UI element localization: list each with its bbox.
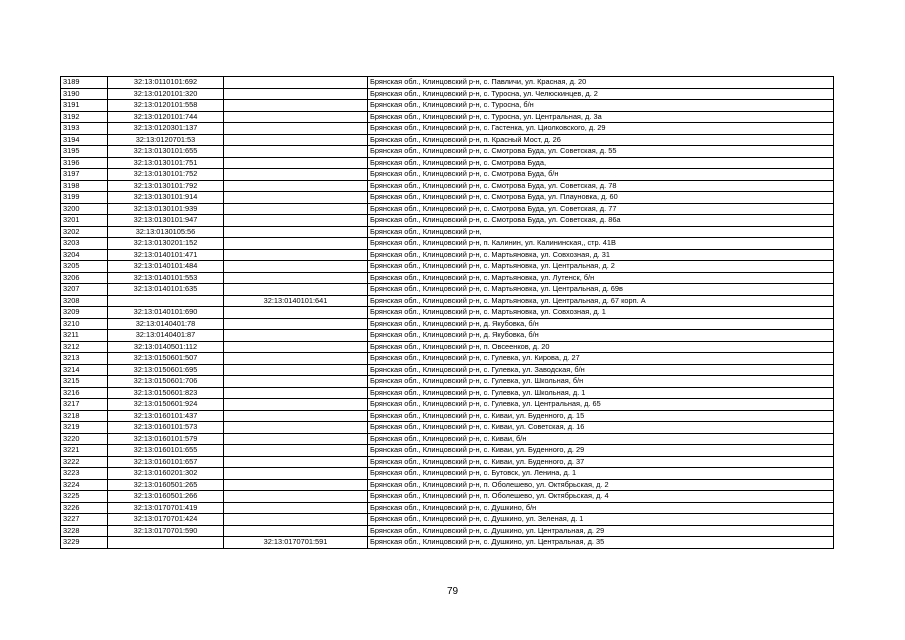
- row-number-cell: 3210: [61, 318, 108, 330]
- table-row: [61, 157, 834, 169]
- cadastral-number-cell: 32:13:0160101:437: [108, 410, 224, 422]
- row-number-cell: 3224: [61, 479, 108, 491]
- cadastral-number-alt-cell: [224, 341, 368, 353]
- cadastral-number-cell: 32:13:0160101:573: [108, 422, 224, 434]
- cadastral-number-alt-cell: [224, 157, 368, 169]
- address-cell: Брянская обл., Клинцовский р-н, с. Гулевка, ул. Школьная, б/н: [368, 376, 834, 388]
- row-number-cell: 3225: [61, 491, 108, 503]
- cadastral-number-cell: 32:13:0130101:752: [108, 169, 224, 181]
- cadastral-number-alt-cell: [224, 330, 368, 342]
- address-cell: Брянская обл., Клинцовский р-н, с. Мартьяновка, ул. Совхозная, д. 1: [368, 307, 834, 319]
- cadastral-number-alt-cell: [224, 353, 368, 365]
- address-cell: Брянская обл., Клинцовский р-н, с. Смотрова Буда, ул. Советская, д. 86а: [368, 215, 834, 227]
- cadastral-number-cell: 32:13:0140101:635: [108, 284, 224, 296]
- row-number-cell: 3200: [61, 203, 108, 215]
- table-row: [61, 364, 834, 376]
- table-row: [61, 169, 834, 181]
- cadastral-number-alt-cell: [224, 203, 368, 215]
- address-cell: Брянская обл., Клинцовский р-н, д. Якубовка, б/н: [368, 318, 834, 330]
- table-row: [61, 387, 834, 399]
- row-number-cell: 3207: [61, 284, 108, 296]
- cadastral-number-alt-cell: 32:13:0170701:591: [224, 537, 368, 549]
- cadastral-number-cell: 32:13:0160101:657: [108, 456, 224, 468]
- cadastral-number-alt-cell: 32:13:0140101:641: [224, 295, 368, 307]
- table-row: [61, 433, 834, 445]
- table-row: [61, 491, 834, 503]
- address-cell: Брянская обл., Клинцовский р-н, с. Смотрова Буда, ул. Плауновка, д. 60: [368, 192, 834, 204]
- table-row: [61, 479, 834, 491]
- cadastral-number-alt-cell: [224, 123, 368, 135]
- cadastral-number-cell: 32:13:0120301:137: [108, 123, 224, 135]
- cadastral-number-cell: 32:13:0140101:690: [108, 307, 224, 319]
- cadastral-number-alt-cell: [224, 134, 368, 146]
- cadastral-number-cell: 32:13:0160501:265: [108, 479, 224, 491]
- cadastral-number-alt-cell: [224, 399, 368, 411]
- row-number-cell: 3223: [61, 468, 108, 480]
- address-cell: Брянская обл., Клинцовский р-н, с. Туросна, ул. Центральная, д. 3а: [368, 111, 834, 123]
- address-cell: Брянская обл., Клинцовский р-н, с. Мартьяновка, ул. Центральная, д. 67 корп. А: [368, 295, 834, 307]
- table-row: [61, 353, 834, 365]
- row-number-cell: 3205: [61, 261, 108, 273]
- table-row: [61, 376, 834, 388]
- address-cell: Брянская обл., Клинцовский р-н, с. Туросна, ул. Челюскинцев, д. 2: [368, 88, 834, 100]
- address-cell: Брянская обл., Клинцовский р-н, с. Туросна, б/н: [368, 100, 834, 112]
- cadastral-number-alt-cell: [224, 100, 368, 112]
- address-cell: Брянская обл., Клинцовский р-н, п. Калинин, ул. Калининская,, стр. 41В: [368, 238, 834, 250]
- cadastral-number-alt-cell: [224, 514, 368, 526]
- cadastral-number-cell: 32:13:0130105:56: [108, 226, 224, 238]
- table-row: [61, 525, 834, 537]
- address-cell: Брянская обл., Клинцовский р-н, с. Киваи, ул. Буденного, д. 37: [368, 456, 834, 468]
- cadastral-number-alt-cell: [224, 422, 368, 434]
- row-number-cell: 3220: [61, 433, 108, 445]
- cadastral-number-cell: 32:13:0130101:655: [108, 146, 224, 158]
- table-row: [61, 502, 834, 514]
- table-row: [61, 284, 834, 296]
- address-cell: Брянская обл., Клинцовский р-н, с. Душкино, ул. Центральная, д. 35: [368, 537, 834, 549]
- address-cell: Брянская обл., Клинцовский р-н, с. Гулевка, ул. Кирова, д. 27: [368, 353, 834, 365]
- table-row: [61, 307, 834, 319]
- table-row: [61, 100, 834, 112]
- address-cell: Брянская обл., Клинцовский р-н, п. Оболешево, ул. Октябрьская, д. 2: [368, 479, 834, 491]
- row-number-cell: 3204: [61, 249, 108, 261]
- address-cell: Брянская обл., Клинцовский р-н, п. Красный Мост, д. 26: [368, 134, 834, 146]
- cadastral-number-alt-cell: [224, 284, 368, 296]
- cadastral-number-cell: 32:13:0140501:112: [108, 341, 224, 353]
- cadastral-number-cell: 32:13:0160501:266: [108, 491, 224, 503]
- cadastral-number-cell: 32:13:0130101:792: [108, 180, 224, 192]
- cadastral-number-cell: 32:13:0150601:924: [108, 399, 224, 411]
- row-number-cell: 3215: [61, 376, 108, 388]
- table-row: [61, 134, 834, 146]
- table-row: [61, 111, 834, 123]
- table-row: [61, 77, 834, 89]
- row-number-cell: 3202: [61, 226, 108, 238]
- address-cell: Брянская обл., Клинцовский р-н, с. Гулевка, ул. Заводская, б/н: [368, 364, 834, 376]
- cadastral-number-alt-cell: [224, 410, 368, 422]
- address-cell: Брянская обл., Клинцовский р-н, с. Бутовск, ул. Ленина, д. 1: [368, 468, 834, 480]
- cadastral-number-cell: 32:13:0150601:695: [108, 364, 224, 376]
- cadastral-number-cell: 32:13:0160101:579: [108, 433, 224, 445]
- row-number-cell: 3206: [61, 272, 108, 284]
- address-cell: Брянская обл., Клинцовский р-н, с. Душкино, б/н: [368, 502, 834, 514]
- table-row: [61, 295, 834, 307]
- cadastral-number-alt-cell: [224, 226, 368, 238]
- row-number-cell: 3191: [61, 100, 108, 112]
- address-cell: Брянская обл., Клинцовский р-н, д. Якубовка, б/н: [368, 330, 834, 342]
- cadastral-number-cell: 32:13:0130101:947: [108, 215, 224, 227]
- table-row: [61, 456, 834, 468]
- address-cell: Брянская обл., Клинцовский р-н, с. Смотрова Буда, ул. Советская, д. 77: [368, 203, 834, 215]
- table-row: [61, 272, 834, 284]
- cadastral-number-cell: 32:13:0150601:706: [108, 376, 224, 388]
- cadastral-number-alt-cell: [224, 146, 368, 158]
- cadastral-number-alt-cell: [224, 491, 368, 503]
- row-number-cell: 3203: [61, 238, 108, 250]
- address-cell: Брянская обл., Клинцовский р-н, с. Смотрова Буда, б/н: [368, 169, 834, 181]
- cadastral-number-alt-cell: [224, 249, 368, 261]
- cadastral-number-alt-cell: [224, 307, 368, 319]
- table-row: [61, 238, 834, 250]
- table-row: [61, 330, 834, 342]
- address-cell: Брянская обл., Клинцовский р-н, с. Мартьяновка, ул. Лутенск, б/н: [368, 272, 834, 284]
- row-number-cell: 3192: [61, 111, 108, 123]
- cadastral-number-alt-cell: [224, 387, 368, 399]
- cadastral-number-alt-cell: [224, 192, 368, 204]
- cadastral-number-cell: 32:13:0110101:692: [108, 77, 224, 89]
- cadastral-number-alt-cell: [224, 502, 368, 514]
- table-row: [61, 146, 834, 158]
- row-number-cell: 3229: [61, 537, 108, 549]
- cadastral-number-alt-cell: [224, 525, 368, 537]
- cadastral-number-alt-cell: [224, 376, 368, 388]
- cadastral-number-alt-cell: [224, 111, 368, 123]
- cadastral-number-cell: 32:13:0120701:53: [108, 134, 224, 146]
- table-row: [61, 514, 834, 526]
- table-row: [61, 399, 834, 411]
- row-number-cell: 3218: [61, 410, 108, 422]
- cadastral-number-cell: 32:13:0140101:484: [108, 261, 224, 273]
- cadastral-number-cell: 32:13:0150601:823: [108, 387, 224, 399]
- address-cell: Брянская обл., Клинцовский р-н, с. Гулевка, ул. Центральная, д. 65: [368, 399, 834, 411]
- cadastral-number-cell: 32:13:0130101:751: [108, 157, 224, 169]
- table-row: [61, 215, 834, 227]
- address-cell: Брянская обл., Клинцовский р-н, п. Овсеенков, д. 20: [368, 341, 834, 353]
- row-number-cell: 3212: [61, 341, 108, 353]
- row-number-cell: 3227: [61, 514, 108, 526]
- table-row: [61, 410, 834, 422]
- row-number-cell: 3214: [61, 364, 108, 376]
- cadastral-number-cell: 32:13:0140101:471: [108, 249, 224, 261]
- cadastral-number-alt-cell: [224, 215, 368, 227]
- row-number-cell: 3201: [61, 215, 108, 227]
- address-cell: Брянская обл., Клинцовский р-н, с. Смотрова Буда, ул. Советская, д. 78: [368, 180, 834, 192]
- row-number-cell: 3228: [61, 525, 108, 537]
- table-row: [61, 261, 834, 273]
- row-number-cell: 3216: [61, 387, 108, 399]
- table-row: [61, 422, 834, 434]
- address-cell: Брянская обл., Клинцовский р-н, с. Гастенка, ул. Циолковского, д. 29: [368, 123, 834, 135]
- cadastral-number-alt-cell: [224, 318, 368, 330]
- row-number-cell: 3198: [61, 180, 108, 192]
- cadastral-number-cell: 32:13:0130201:152: [108, 238, 224, 250]
- address-cell: Брянская обл., Клинцовский р-н, с. Мартьяновка, ул. Центральная, д. 69в: [368, 284, 834, 296]
- cadastral-number-cell: [108, 295, 224, 307]
- row-number-cell: 3221: [61, 445, 108, 457]
- row-number-cell: 3189: [61, 77, 108, 89]
- table-row: [61, 180, 834, 192]
- cadastral-number-cell: [108, 537, 224, 549]
- table-row: [61, 468, 834, 480]
- cadastral-number-cell: 32:13:0120101:320: [108, 88, 224, 100]
- cadastral-number-cell: 32:13:0170701:590: [108, 525, 224, 537]
- cadastral-number-cell: 32:13:0130101:939: [108, 203, 224, 215]
- cadastral-number-alt-cell: [224, 456, 368, 468]
- cadastral-number-alt-cell: [224, 238, 368, 250]
- cadastral-number-alt-cell: [224, 364, 368, 376]
- cadastral-number-cell: 32:13:0160101:655: [108, 445, 224, 457]
- cadastral-number-cell: 32:13:0140401:87: [108, 330, 224, 342]
- cadastral-number-alt-cell: [224, 479, 368, 491]
- table-row: [61, 88, 834, 100]
- row-number-cell: 3194: [61, 134, 108, 146]
- address-cell: Брянская обл., Клинцовский р-н, с. Душкино, ул. Центральная, д. 29: [368, 525, 834, 537]
- row-number-cell: 3193: [61, 123, 108, 135]
- cadastral-number-alt-cell: [224, 261, 368, 273]
- row-number-cell: 3211: [61, 330, 108, 342]
- address-cell: Брянская обл., Клинцовский р-н, с. Киваи, б/н: [368, 433, 834, 445]
- address-cell: Брянская обл., Клинцовский р-н,: [368, 226, 834, 238]
- page-number: 79: [446, 586, 459, 597]
- table-row: [61, 249, 834, 261]
- table-row: [61, 123, 834, 135]
- cadastral-number-cell: 32:13:0170701:424: [108, 514, 224, 526]
- property-table: [60, 76, 834, 549]
- address-cell: Брянская обл., Клинцовский р-н, с. Павличи, ул. Красная, д. 20: [368, 77, 834, 89]
- table-row: [61, 318, 834, 330]
- address-cell: Брянская обл., Клинцовский р-н, с. Гулевка, ул. Школьная, д. 1: [368, 387, 834, 399]
- cadastral-number-cell: 32:13:0170701:419: [108, 502, 224, 514]
- cadastral-number-cell: 32:13:0120101:558: [108, 100, 224, 112]
- table-body: [61, 77, 834, 549]
- row-number-cell: 3217: [61, 399, 108, 411]
- cadastral-number-alt-cell: [224, 433, 368, 445]
- address-cell: Брянская обл., Клинцовский р-н, с. Смотрова Буда, ул. Советская, д. 55: [368, 146, 834, 158]
- row-number-cell: 3219: [61, 422, 108, 434]
- address-cell: Брянская обл., Клинцовский р-н, с. Киваи, ул. Советская, д. 16: [368, 422, 834, 434]
- address-cell: Брянская обл., Клинцовский р-н, с. Мартьяновка, ул. Центральная, д. 2: [368, 261, 834, 273]
- table-row: [61, 192, 834, 204]
- row-number-cell: 3197: [61, 169, 108, 181]
- address-cell: Брянская обл., Клинцовский р-н, с. Киваи, ул. Буденного, д. 15: [368, 410, 834, 422]
- row-number-cell: 3199: [61, 192, 108, 204]
- row-number-cell: 3226: [61, 502, 108, 514]
- table-row: [61, 537, 834, 549]
- address-cell: Брянская обл., Клинцовский р-н, с. Киваи, ул. Буденного, д. 29: [368, 445, 834, 457]
- cadastral-number-alt-cell: [224, 272, 368, 284]
- address-cell: Брянская обл., Клинцовский р-н, п. Оболешево, ул. Октябрьская, д. 4: [368, 491, 834, 503]
- table-row: [61, 445, 834, 457]
- cadastral-number-cell: 32:13:0140101:553: [108, 272, 224, 284]
- row-number-cell: 3208: [61, 295, 108, 307]
- cadastral-number-alt-cell: [224, 445, 368, 457]
- cadastral-number-cell: 32:13:0120101:744: [108, 111, 224, 123]
- row-number-cell: 3213: [61, 353, 108, 365]
- cadastral-number-cell: 32:13:0160201:302: [108, 468, 224, 480]
- row-number-cell: 3196: [61, 157, 108, 169]
- address-cell: Брянская обл., Клинцовский р-н, с. Мартьяновка, ул. Совхозная, д. 31: [368, 249, 834, 261]
- cadastral-number-alt-cell: [224, 468, 368, 480]
- cadastral-number-alt-cell: [224, 169, 368, 181]
- table-row: [61, 203, 834, 215]
- cadastral-number-alt-cell: [224, 180, 368, 192]
- cadastral-number-cell: 32:13:0140401:78: [108, 318, 224, 330]
- row-number-cell: 3209: [61, 307, 108, 319]
- cadastral-number-alt-cell: [224, 77, 368, 89]
- table-row: [61, 226, 834, 238]
- row-number-cell: 3195: [61, 146, 108, 158]
- table-row: [61, 341, 834, 353]
- address-cell: Брянская обл., Клинцовский р-н, с. Душкино, ул. Зеленая, д. 1: [368, 514, 834, 526]
- row-number-cell: 3222: [61, 456, 108, 468]
- row-number-cell: 3190: [61, 88, 108, 100]
- cadastral-number-cell: 32:13:0150601:507: [108, 353, 224, 365]
- address-cell: Брянская обл., Клинцовский р-н, с. Смотрова Буда,: [368, 157, 834, 169]
- cadastral-number-cell: 32:13:0130101:914: [108, 192, 224, 204]
- cadastral-number-alt-cell: [224, 88, 368, 100]
